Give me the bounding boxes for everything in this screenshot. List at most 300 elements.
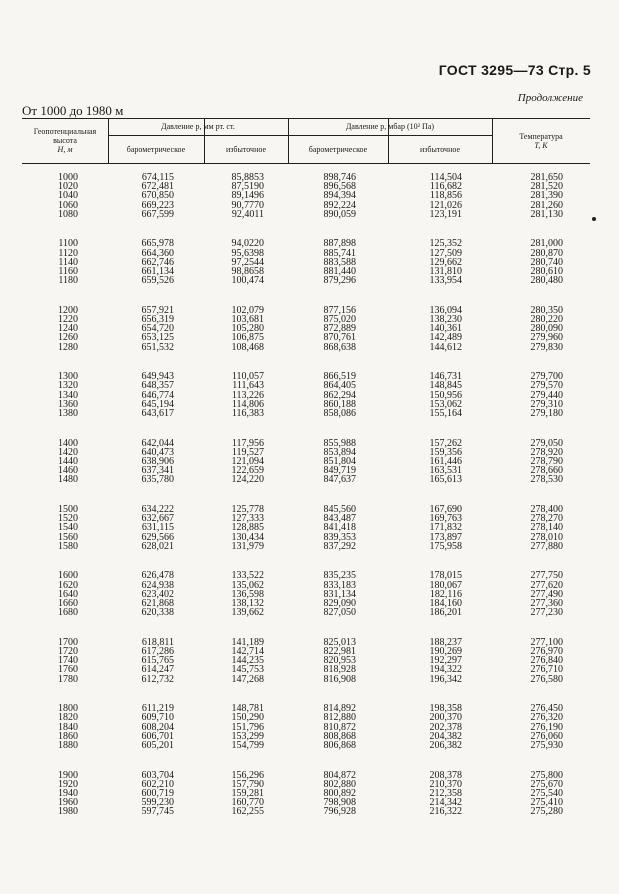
temperature-cell: 278,530 — [530, 474, 563, 486]
excess-mbar-cell: 125,352 — [429, 238, 462, 250]
excess-mmhg-cell: 102,079 — [231, 304, 264, 316]
excess-mbar-cell: 192,297 — [429, 655, 462, 667]
temperature-cell: 278,660 — [530, 465, 563, 477]
excess-mmhg-cell: 159,281 — [231, 788, 264, 799]
baro-mbar-cell: 839,353 — [323, 531, 356, 543]
excess-mmhg-cell: 95,6398 — [231, 247, 264, 259]
height-header-line1: Геопотенциальная — [33, 127, 97, 136]
excess-mbar-cell: 194,322 — [429, 664, 462, 676]
baro-mbar-cell: 879,296 — [323, 275, 356, 287]
excess-mbar-cell: 157,262 — [429, 437, 462, 449]
baro-mbar-cell: 885,741 — [323, 247, 356, 259]
excess-mmhg-cell: 142,714 — [231, 646, 264, 657]
table-header — [22, 118, 590, 164]
height-cell: 1440 — [58, 456, 78, 467]
baro-mbar-cell: 875,020 — [323, 314, 356, 325]
baro-mmhg-cell: 667,599 — [141, 208, 174, 220]
excess-mbar-cell: 186,201 — [429, 607, 462, 619]
temperature-cell: 275,280 — [530, 806, 563, 818]
height-cell: 1600 — [58, 570, 78, 582]
excess-mmhg-cell: 157,790 — [231, 778, 264, 790]
excess-mmhg-cell: 136,598 — [231, 588, 264, 600]
excess-mmhg-cell: 127,333 — [231, 513, 264, 525]
excess-mmhg-cell: 110,057 — [231, 371, 264, 383]
baro-mmhg-cell: 643,617 — [141, 408, 174, 419]
temperature-cell: 277,100 — [530, 636, 563, 648]
table-row — [0, 675, 619, 685]
height-cell: 1400 — [58, 437, 78, 449]
baro-mmhg-cell: 632,667 — [141, 513, 174, 525]
baro-mbar-cell: 833,183 — [323, 579, 356, 591]
baro-mmhg-cell: 656,319 — [141, 314, 174, 325]
excess-mbar-cell: 190,269 — [429, 646, 462, 657]
height-cell: 1720 — [58, 646, 78, 657]
temperature-cell: 281,130 — [530, 208, 563, 220]
temperature-cell: 281,520 — [530, 181, 563, 193]
temperature-cell: 278,010 — [530, 531, 563, 543]
height-header — [22, 127, 108, 154]
height-cell: 1660 — [58, 598, 78, 609]
baro-mbar-cell: 898,746 — [323, 172, 356, 183]
excess-mmhg-cell: 154,799 — [231, 740, 264, 751]
temperature-cell: 276,580 — [530, 673, 563, 685]
baro-mbar-cell: 798,908 — [323, 797, 356, 809]
temperature-cell: 277,620 — [530, 579, 563, 591]
excess-mbar-cell: 138,230 — [429, 314, 462, 325]
height-cell: 1540 — [58, 522, 78, 534]
baro-mbar-cell: 820,953 — [323, 655, 356, 667]
excess-mmhg-cell: 108,468 — [231, 341, 264, 353]
baro-mbar-cell: 860,188 — [323, 398, 356, 410]
temperature-cell: 281,260 — [530, 199, 563, 211]
height-cell: 1120 — [58, 247, 78, 259]
temperature-cell: 276,840 — [530, 655, 563, 667]
height-cell: 1460 — [58, 465, 78, 477]
baro-mbar-cell: 841,418 — [323, 522, 356, 534]
excess-mmhg-cell: 144,235 — [231, 655, 264, 667]
baro-mmhg-subheader: барометрическое — [126, 145, 186, 154]
excess-mmhg-cell: 122,659 — [231, 465, 264, 477]
excess-mbar-cell: 123,191 — [429, 208, 462, 220]
excess-mmhg-cell: 138,132 — [231, 598, 264, 609]
excess-mbar-subheader: избыточное — [419, 145, 461, 154]
excess-mmhg-cell: 145,753 — [231, 664, 264, 676]
excess-mmhg-cell: 111,643 — [232, 380, 264, 392]
excess-mbar-cell: 196,342 — [429, 673, 462, 685]
baro-mmhg-cell: 618,811 — [141, 636, 174, 648]
excess-mbar-cell: 200,370 — [429, 712, 462, 724]
temperature-cell: 276,970 — [530, 646, 563, 657]
baro-mbar-cell: 894,394 — [323, 190, 356, 202]
baro-mmhg-cell: 629,566 — [141, 531, 174, 543]
excess-mmhg-cell: 160,770 — [231, 797, 264, 809]
temperature-cell: 276,190 — [530, 721, 563, 733]
height-cell: 1420 — [58, 446, 78, 458]
excess-mmhg-cell: 135,062 — [231, 579, 264, 591]
excess-mbar-cell: 210,370 — [429, 778, 462, 790]
excess-mbar-cell: 178,015 — [429, 570, 462, 582]
baro-mmhg-cell: 651,532 — [141, 341, 174, 353]
baro-mbar-cell: 816,908 — [323, 673, 356, 685]
excess-mmhg-cell: 114,806 — [231, 398, 264, 410]
excess-mmhg-cell: 106,875 — [231, 332, 264, 344]
continuation-label: Продолжение — [517, 92, 583, 104]
baro-mbar-cell: 835,235 — [323, 570, 356, 582]
temperature-cell: 277,230 — [530, 607, 563, 619]
temperature-header-line1: Температура — [519, 132, 563, 141]
baro-mmhg-cell: 609,710 — [141, 712, 174, 724]
baro-mbar-cell: 868,638 — [323, 341, 356, 353]
height-cell: 1160 — [58, 266, 78, 277]
baro-mmhg-cell: 635,780 — [141, 474, 174, 486]
height-cell: 1820 — [58, 712, 78, 724]
baro-mbar-cell: 814,892 — [323, 703, 356, 715]
temperature-cell: 279,830 — [530, 341, 563, 353]
height-cell: 1200 — [58, 304, 78, 316]
height-cell: 1140 — [58, 256, 78, 268]
excess-mbar-cell: 148,845 — [429, 380, 462, 392]
height-cell: 1480 — [58, 474, 78, 486]
height-cell: 1260 — [58, 332, 78, 344]
baro-mbar-cell: 887,898 — [323, 238, 356, 250]
height-cell: 1000 — [58, 172, 78, 183]
temperature-cell: 275,800 — [530, 769, 563, 781]
excess-mmhg-cell: 148,781 — [231, 703, 264, 715]
excess-mbar-cell: 171,832 — [429, 522, 462, 534]
height-cell: 1060 — [58, 199, 78, 211]
height-cell: 1500 — [58, 504, 78, 515]
height-cell: 1280 — [58, 341, 78, 353]
excess-mbar-cell: 182,116 — [429, 588, 462, 600]
baro-mmhg-cell: 664,360 — [141, 247, 174, 259]
baro-mbar-cell: 892,224 — [323, 199, 356, 211]
temperature-cell: 279,960 — [530, 332, 563, 344]
excess-mbar-cell: 121,026 — [429, 199, 462, 211]
height-cell: 1080 — [58, 208, 78, 220]
excess-mbar-cell: 163,531 — [429, 465, 462, 477]
excess-mbar-cell: 212,358 — [429, 788, 462, 799]
temperature-cell: 280,090 — [530, 323, 563, 335]
excess-mmhg-cell: 119,527 — [231, 446, 264, 458]
temperature-cell: 277,880 — [530, 540, 563, 552]
temperature-cell: 279,440 — [530, 389, 563, 401]
baro-mbar-cell: 829,090 — [323, 598, 356, 609]
baro-mbar-cell: 864,405 — [323, 380, 356, 392]
excess-mmhg-cell: 113,226 — [231, 389, 264, 401]
temperature-cell: 281,000 — [530, 238, 563, 250]
temperature-cell: 280,220 — [530, 314, 563, 325]
excess-mbar-cell: 169,763 — [429, 513, 462, 525]
baro-mmhg-cell: 637,341 — [141, 465, 174, 477]
temperature-cell: 278,400 — [530, 504, 563, 515]
baro-mmhg-cell: 603,704 — [141, 769, 174, 781]
baro-mmhg-cell: 648,357 — [141, 380, 174, 392]
excess-mbar-cell: 118,856 — [429, 190, 462, 202]
height-cell: 1800 — [58, 703, 78, 715]
height-cell: 1860 — [58, 730, 78, 742]
baro-mmhg-cell: 614,247 — [141, 664, 174, 676]
excess-mmhg-cell: 150,290 — [231, 712, 264, 724]
baro-mbar-cell: 837,292 — [323, 540, 356, 552]
excess-mbar-cell: 116,682 — [429, 181, 462, 193]
baro-mmhg-cell: 662,746 — [141, 256, 174, 268]
document-number: ГОСТ 3295—73 Стр. 5 — [438, 62, 591, 78]
baro-mmhg-cell: 611,219 — [141, 703, 174, 715]
pressure-mbar-header: Давление p, мбар (10² Па) — [345, 122, 435, 131]
baro-mbar-cell: 812,880 — [323, 712, 356, 724]
excess-mbar-cell: 175,958 — [429, 540, 462, 552]
baro-mbar-cell: 804,872 — [323, 769, 356, 781]
baro-mbar-cell: 862,294 — [323, 389, 356, 401]
height-cell: 1640 — [58, 588, 78, 600]
table-row — [0, 807, 619, 817]
temperature-cell: 276,710 — [530, 664, 563, 676]
height-cell: 1900 — [58, 769, 78, 781]
excess-mmhg-cell: 139,662 — [231, 607, 264, 619]
temperature-cell: 276,320 — [530, 712, 563, 724]
height-cell: 1580 — [58, 540, 78, 552]
height-cell: 1940 — [58, 788, 78, 799]
baro-mbar-cell: 872,889 — [323, 323, 356, 335]
excess-mbar-cell: 208,378 — [429, 769, 462, 781]
baro-mmhg-cell: 621,868 — [141, 598, 174, 609]
excess-mbar-cell: 146,731 — [429, 371, 462, 383]
excess-mmhg-cell: 97,2544 — [231, 256, 264, 268]
excess-mbar-cell: 150,956 — [429, 389, 462, 401]
height-cell: 1340 — [58, 389, 78, 401]
excess-mmhg-cell: 153,299 — [231, 730, 264, 742]
temperature-cell: 281,650 — [530, 172, 563, 183]
excess-mbar-cell: 173,897 — [429, 531, 462, 543]
height-range-title: От 1000 до 1980 м — [22, 103, 124, 118]
baro-mbar-cell: 866,519 — [323, 371, 356, 383]
height-cell: 1920 — [58, 778, 78, 790]
excess-mmhg-cell: 130,434 — [231, 531, 264, 543]
height-cell: 1560 — [58, 531, 78, 543]
temperature-cell: 280,350 — [530, 304, 563, 316]
excess-mmhg-cell: 98,8658 — [231, 266, 264, 277]
excess-mmhg-cell: 117,956 — [231, 437, 264, 449]
height-cell: 1520 — [58, 513, 78, 525]
baro-mbar-cell: 855,988 — [323, 437, 356, 449]
excess-mmhg-cell: 100,474 — [231, 275, 264, 287]
excess-mmhg-cell: 121,094 — [231, 456, 264, 467]
table-row — [0, 542, 619, 552]
excess-mbar-cell: 184,160 — [429, 598, 462, 609]
baro-mmhg-cell: 665,978 — [141, 238, 174, 250]
baro-mmhg-cell: 605,201 — [141, 740, 174, 751]
baro-mmhg-cell: 626,478 — [141, 570, 174, 582]
baro-mmhg-cell: 642,044 — [141, 437, 174, 449]
excess-mmhg-cell: 141,189 — [231, 636, 264, 648]
baro-mmhg-cell: 597,745 — [141, 806, 174, 818]
excess-mmhg-cell: 133,522 — [231, 570, 264, 582]
excess-mbar-cell: 159,356 — [429, 446, 462, 458]
height-cell: 1960 — [58, 797, 78, 809]
pressure-mmhg-header: Давление p, мм рт. ст. — [161, 122, 235, 131]
baro-mmhg-cell: 617,286 — [141, 646, 174, 657]
baro-mbar-cell: 843,487 — [323, 513, 356, 525]
baro-mmhg-cell: 661,134 — [141, 266, 174, 277]
baro-mmhg-cell: 649,943 — [141, 371, 174, 383]
baro-mbar-cell: 847,637 — [323, 474, 356, 486]
excess-mbar-cell: 167,690 — [429, 504, 462, 515]
excess-mbar-cell: 198,358 — [429, 703, 462, 715]
baro-mmhg-cell: 638,906 — [141, 456, 174, 467]
baro-mbar-cell: 845,560 — [323, 504, 356, 515]
margin-dot — [592, 217, 596, 221]
baro-mmhg-cell: 599,230 — [141, 797, 174, 809]
excess-mmhg-cell: 116,383 — [231, 408, 264, 419]
height-cell: 1980 — [58, 806, 78, 818]
excess-mmhg-cell: 125,778 — [231, 504, 264, 515]
baro-mbar-cell: 881,440 — [323, 266, 356, 277]
height-cell: 1380 — [58, 408, 78, 419]
excess-mmhg-cell: 105,280 — [231, 323, 264, 335]
temperature-cell: 280,610 — [530, 266, 563, 277]
temperature-cell: 275,410 — [530, 797, 563, 809]
height-cell: 1040 — [58, 190, 78, 202]
baro-mmhg-cell: 657,921 — [141, 304, 174, 316]
baro-mbar-cell: 818,928 — [323, 664, 356, 676]
temperature-cell: 277,490 — [530, 588, 563, 600]
baro-mmhg-cell: 646,774 — [141, 389, 174, 401]
baro-mbar-cell: 858,086 — [323, 408, 356, 419]
excess-mbar-cell: 202,378 — [429, 721, 462, 733]
excess-mbar-cell: 129,662 — [429, 256, 462, 268]
excess-mmhg-cell: 85,8853 — [231, 172, 264, 183]
baro-mbar-cell: 806,868 — [323, 740, 356, 751]
excess-mbar-cell: 127,509 — [429, 247, 462, 259]
baro-mmhg-cell: 645,194 — [141, 398, 174, 410]
excess-mmhg-cell: 151,796 — [231, 721, 264, 733]
baro-mbar-cell: 800,892 — [323, 788, 356, 799]
excess-mbar-cell: 144,612 — [429, 341, 462, 353]
excess-mbar-cell: 131,810 — [429, 266, 462, 277]
table-row — [0, 741, 619, 751]
excess-mmhg-cell: 92,4011 — [231, 208, 264, 220]
baro-mbar-cell: 796,928 — [323, 806, 356, 818]
excess-mmhg-cell: 156,296 — [231, 769, 264, 781]
temperature-cell: 279,050 — [530, 437, 563, 449]
baro-mmhg-cell: 631,115 — [141, 522, 174, 534]
excess-mbar-cell: 204,382 — [429, 730, 462, 742]
baro-mmhg-cell: 669,223 — [141, 199, 174, 211]
excess-mmhg-cell: 90,7770 — [231, 199, 264, 211]
excess-mbar-cell: 153,062 — [429, 398, 462, 410]
baro-mmhg-cell: 672,481 — [141, 181, 174, 193]
excess-mmhg-cell: 128,885 — [231, 522, 264, 534]
excess-mmhg-cell: 89,1496 — [231, 190, 264, 202]
excess-mbar-cell: 180,067 — [429, 579, 462, 591]
excess-mmhg-cell: 94,0220 — [231, 238, 264, 250]
baro-mbar-cell: 853,894 — [323, 446, 356, 458]
height-cell: 1320 — [58, 380, 78, 392]
baro-mbar-cell: 883,588 — [323, 256, 356, 268]
baro-mbar-cell: 827,050 — [323, 607, 356, 619]
height-cell: 1680 — [58, 607, 78, 619]
baro-mmhg-cell: 640,473 — [141, 446, 174, 458]
temperature-cell: 275,670 — [530, 778, 563, 790]
excess-mbar-cell: 206,382 — [429, 740, 462, 751]
height-cell: 1180 — [58, 275, 78, 287]
excess-mbar-cell: 142,489 — [429, 332, 462, 344]
baro-mbar-cell: 896,568 — [323, 181, 356, 193]
baro-mbar-subheader: барометрическое — [308, 145, 368, 154]
table-row — [0, 608, 619, 618]
baro-mbar-cell: 870,761 — [323, 332, 356, 344]
excess-mbar-cell: 188,237 — [429, 636, 462, 648]
excess-mmhg-subheader: избыточное — [225, 145, 267, 154]
baro-mmhg-cell: 653,125 — [141, 332, 174, 344]
height-cell: 1300 — [58, 371, 78, 383]
height-cell: 1620 — [58, 579, 78, 591]
excess-mbar-cell: 133,954 — [429, 275, 462, 287]
height-cell: 1840 — [58, 721, 78, 733]
baro-mbar-cell: 825,013 — [323, 636, 356, 648]
excess-mmhg-cell: 124,220 — [231, 474, 264, 486]
temperature-cell: 278,790 — [530, 456, 563, 467]
temperature-cell: 276,450 — [530, 703, 563, 715]
height-cell: 1740 — [58, 655, 78, 667]
height-cell: 1760 — [58, 664, 78, 676]
table-row — [0, 475, 619, 485]
baro-mmhg-cell: 615,765 — [141, 655, 174, 667]
baro-mbar-cell: 877,156 — [323, 304, 356, 316]
excess-mbar-cell: 155,164 — [429, 408, 462, 419]
baro-mbar-cell: 849,719 — [323, 465, 356, 477]
table-row — [0, 210, 619, 220]
baro-mmhg-cell: 659,526 — [141, 275, 174, 287]
height-cell: 1700 — [58, 636, 78, 648]
table-row — [0, 276, 619, 286]
temperature-cell: 275,930 — [530, 740, 563, 751]
excess-mmhg-cell: 87,5190 — [231, 181, 264, 193]
height-header-line2: высота — [53, 136, 77, 145]
temperature-cell: 278,140 — [530, 522, 563, 534]
temperature-cell: 277,360 — [530, 598, 563, 609]
baro-mmhg-cell: 612,732 — [141, 673, 174, 685]
temperature-cell: 280,870 — [530, 247, 563, 259]
baro-mmhg-cell: 602,210 — [141, 778, 174, 790]
baro-mmhg-cell: 623,402 — [141, 588, 174, 600]
baro-mmhg-cell: 620,338 — [141, 607, 174, 619]
excess-mbar-cell: 161,446 — [429, 456, 462, 467]
excess-mmhg-cell: 131,979 — [231, 540, 264, 552]
temperature-cell: 275,540 — [530, 788, 563, 799]
temperature-cell: 280,480 — [530, 275, 563, 287]
height-header-line3: H, м — [57, 145, 73, 154]
baro-mmhg-cell: 628,021 — [141, 540, 174, 552]
temperature-cell: 278,270 — [530, 513, 563, 525]
baro-mmhg-cell: 670,850 — [141, 190, 174, 202]
height-cell: 1360 — [58, 398, 78, 410]
temperature-cell: 279,700 — [530, 371, 563, 383]
baro-mmhg-cell: 606,701 — [141, 730, 174, 742]
baro-mmhg-cell: 654,720 — [141, 323, 174, 335]
excess-mbar-cell: 114,504 — [429, 172, 462, 183]
height-cell: 1220 — [58, 314, 78, 325]
excess-mbar-cell: 165,613 — [429, 474, 462, 486]
height-cell: 1020 — [58, 181, 78, 193]
excess-mbar-cell: 136,094 — [429, 304, 462, 316]
temperature-cell: 279,570 — [530, 380, 563, 392]
excess-mmhg-cell: 162,255 — [231, 806, 264, 818]
baro-mbar-cell: 831,134 — [323, 588, 356, 600]
baro-mbar-cell: 890,059 — [323, 208, 356, 220]
temperature-cell: 278,920 — [530, 446, 563, 458]
baro-mmhg-cell: 674,115 — [141, 172, 174, 183]
